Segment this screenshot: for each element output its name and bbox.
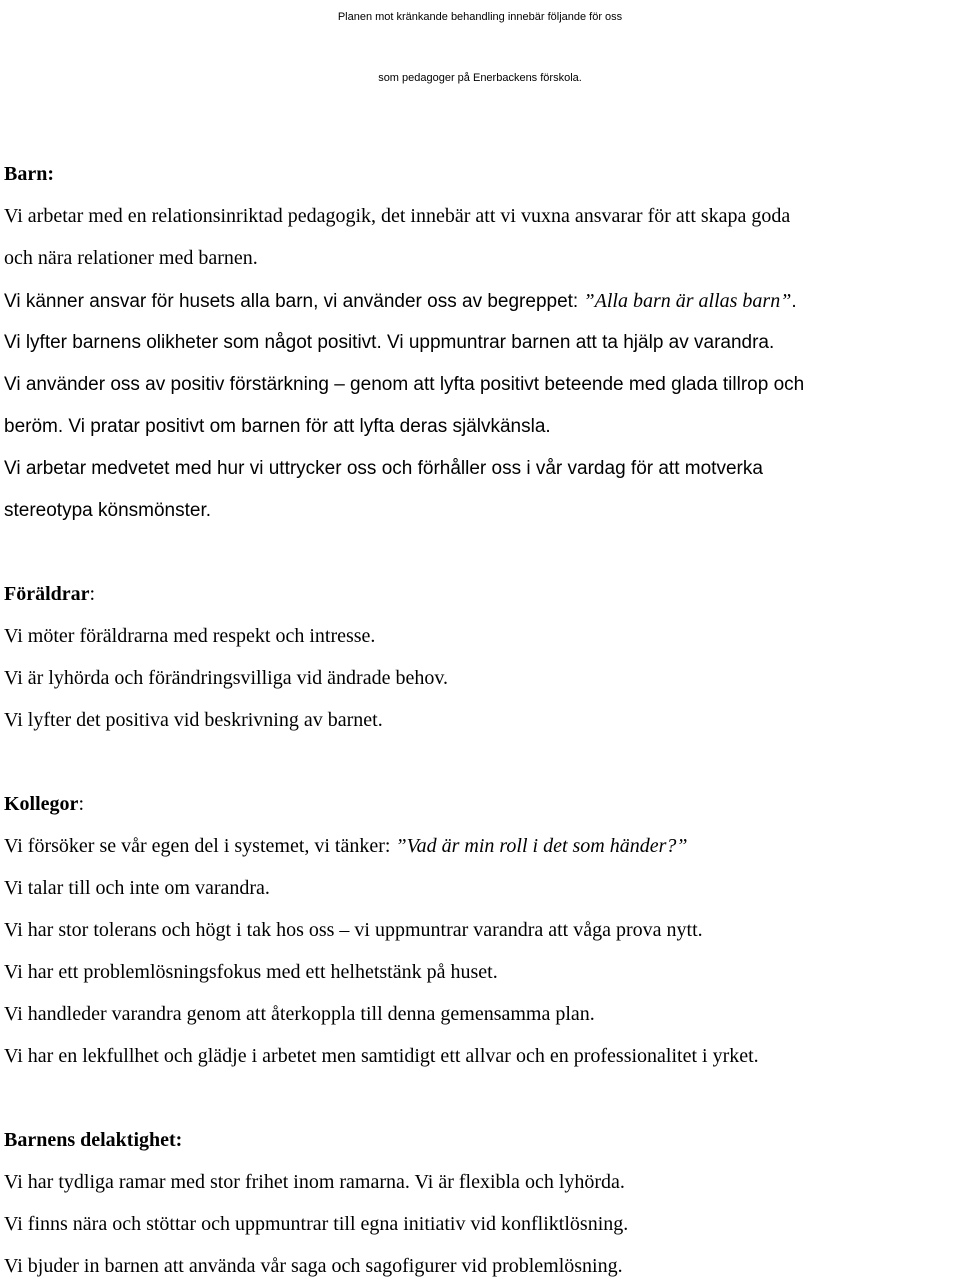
foraldrar-paragraph-line: Vi möter föräldrarna med respekt och intresse. xyxy=(4,625,376,647)
foraldrar-paragraph-line: Vi lyfter det positiva vid beskrivning av barnet. xyxy=(4,709,383,731)
barn-paragraph-line: och nära relationer med barnen. xyxy=(4,247,258,269)
barn-paragraph-line: Vi använder oss av positiv förstärkning – genom att lyfta positivt beteende med glada tillrop och xyxy=(4,374,805,395)
barn-paragraph-line: Vi arbetar med en relationsinriktad pedagogik, det innebär att vi vuxna ansvarar för att skapa goda xyxy=(4,205,791,227)
barn-paragraph-line: beröm. Vi pratar positivt om barnen för att lyfta deras självkänsla. xyxy=(4,416,551,437)
barn-paragraph-line: Vi arbetar medvetet med hur vi uttrycker oss och förhåller oss i vår vardag för att motverka xyxy=(4,458,763,479)
kollegor-text: Vi försöker se vår egen del i systemet, vi tänker: xyxy=(4,835,396,857)
kollegor-quote: ”Vad är min roll i det som händer?” xyxy=(395,835,688,857)
delaktighet-paragraph-line: Vi bjuder in barnen att använda vår saga och sagofigurer vid problemlösning. xyxy=(4,1255,623,1277)
kollegor-paragraph-line: Vi talar till och inte om varandra. xyxy=(4,877,270,899)
barn-paragraph-line: Vi lyfter barnens olikheter som något positivt. Vi uppmuntrar barnen att ta hjälp av varandra. xyxy=(4,332,775,353)
section-heading-barn: Barn: xyxy=(4,163,54,185)
delaktighet-paragraph-line: Vi har tydliga ramar med stor frihet inom ramarna. Vi är flexibla och lyhörda. xyxy=(4,1171,625,1193)
foraldrar-paragraph-line: Vi är lyhörda och förändringsvilliga vid ändrade behov. xyxy=(4,667,449,689)
barn-quote: ”Alla barn är allas barn” xyxy=(583,290,792,312)
kollegor-heading-text: Kollegor xyxy=(4,793,79,815)
kollegor-paragraph-line: Vi handleder varandra genom att återkoppla till denna gemensamma plan. xyxy=(4,1003,595,1025)
foraldrar-heading-text: Föräldrar xyxy=(4,583,90,605)
kollegor-paragraph-line: Vi har ett problemlösningsfokus med ett helhetstänk på huset. xyxy=(4,961,498,983)
kollegor-paragraph-line: Vi har en lekfullhet och glädje i arbetet men samtidigt ett allvar och en professionalitet i yrket. xyxy=(4,1045,759,1067)
kollegor-paragraph-line xyxy=(4,834,688,858)
kollegor-paragraph-line: Vi har stor tolerans och högt i tak hos oss – vi uppmuntrar varandra att våga prova nytt. xyxy=(4,919,703,941)
section-heading-foraldrar xyxy=(4,582,95,606)
document-title-line-2: som pedagoger på Enerbackens förskola. xyxy=(378,72,582,84)
foraldrar-heading-colon: : xyxy=(89,583,96,605)
section-heading-delaktighet: Barnens delaktighet: xyxy=(4,1129,183,1151)
kollegor-heading-colon: : xyxy=(78,793,84,815)
barn-paragraph-line: stereotypa könsmönster. xyxy=(4,500,211,521)
section-heading-kollegor xyxy=(4,792,84,816)
delaktighet-paragraph-line: Vi finns nära och stöttar och uppmuntrar till egna initiativ vid konfliktlösning. xyxy=(4,1213,629,1235)
barn-period: . xyxy=(791,291,797,312)
barn-text: Vi känner ansvar för husets alla barn, vi använder oss av begreppet: xyxy=(4,291,584,312)
document-title-line-1: Planen mot kränkande behandling innebär följande för oss xyxy=(337,11,623,23)
barn-paragraph-line xyxy=(4,289,797,314)
